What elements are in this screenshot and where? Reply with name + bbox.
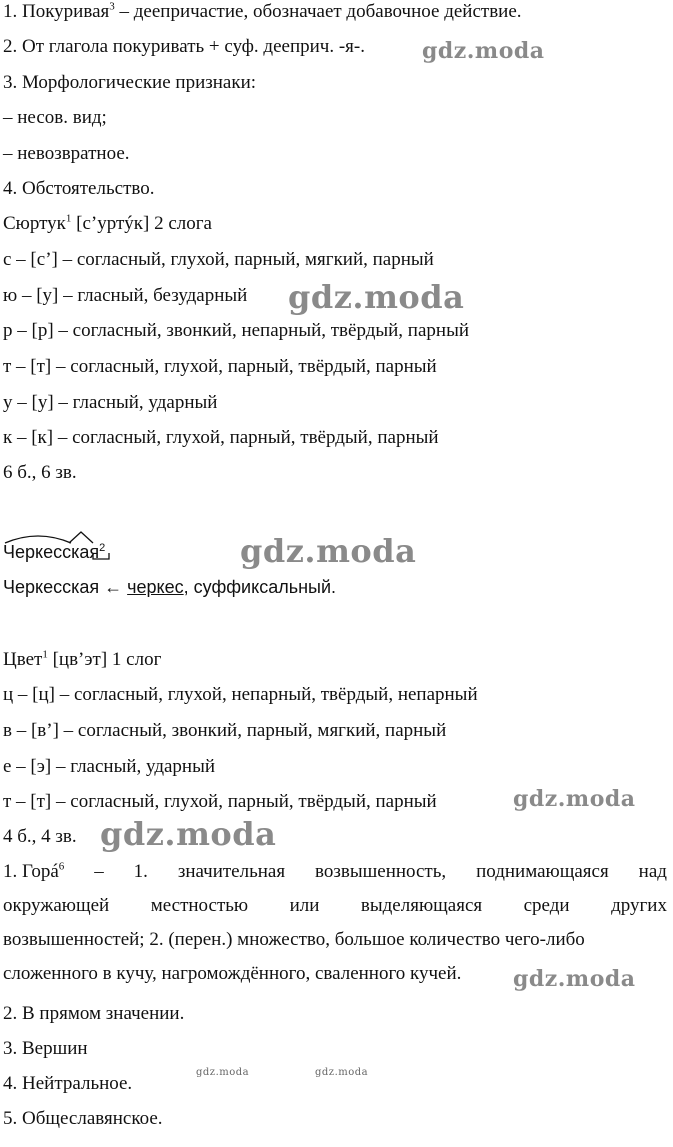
phonetic-row: у – [у] – гласный, ударный [3,392,218,413]
phonetic-row: к – [к] – согласный, глухой, парный, твёрдый, парный [3,427,439,448]
word: Цвет [3,649,43,670]
word: значительная [177,861,286,882]
watermark: gdz.moda [422,38,545,64]
word: или [289,895,320,916]
phonetic-row: т – [т] – согласный, глухой, парный, твёрдый, парный [3,791,437,812]
watermark: gdz.moda [288,278,465,316]
answer-line-1 [3,1,522,23]
word: над [638,861,667,882]
text: – деепричастие, обозначает добавочное действие. [114,1,522,22]
phonetic-summary: 6 б., 6 зв. [3,462,77,483]
watermark: gdz.moda [240,532,417,570]
phonetic-row: с – [с’] – согласный, глухой, парный, мягкий, парный [3,249,434,270]
transcription: [цв’эт] 1 слог [47,649,162,670]
root-arc [5,536,71,543]
phonetic-row: т – [т] – согласный, глухой, парный, твёрдый, парный [3,356,437,377]
justified-line [3,861,667,895]
watermark: gdz.moda [196,1067,250,1078]
answer-line: 3. Вершин [3,1038,88,1059]
superscript: 1 [42,648,48,661]
transcription: [с’уртýк] 2 слога [71,213,212,234]
word: местностью [150,895,249,916]
paragraph-line: сложенного в кучу, нагромождённого, сваленного кучей. [3,963,462,984]
phonetic-row: р – [р] – согласный, звонкий, непарный, твёрдый, парный [3,320,470,341]
justified-line [3,895,667,929]
watermark: gdz.moda [100,815,277,853]
answer-line: 2. В прямом значении. [3,1003,185,1024]
superscript: 1 [65,212,72,225]
derivation-line [3,576,336,598]
phonetic-summary: 4 б., 4 зв. [3,826,77,847]
superscript: 2 [99,542,106,554]
text: Черкесская ← [3,577,128,597]
paragraph-line: возвышенностей; 2. (перен.) множество, большое количество чего-либо [3,929,585,950]
answer-line: 5. Общеславянское. [3,1108,163,1129]
answer-line-5: – невозвратное. [3,143,130,164]
phonetic-row: в – [в’] – согласный, звонкий, парный, мягкий, парный [3,720,447,741]
word: поднимающаяся [476,861,609,882]
word: Черкесская [3,542,100,562]
morpheme-marks [3,527,113,561]
superscript: 3 [109,0,115,13]
word: окружающей [3,895,110,916]
answer-line-4: – несов. вид; [3,107,107,128]
answer-line: 4. Нейтральное. [3,1073,133,1094]
word: 1. [133,861,148,882]
suffix-mark [69,532,93,543]
text: , суффиксальный. [183,577,337,597]
watermark: gdz.moda [513,786,636,812]
phonetic-row: ю – [у] – гласный, безударный [3,285,248,306]
answer-line-3: 3. Морфологические признаки: [3,72,257,93]
phonetic-row: е – [э] – гласный, ударный [3,756,216,777]
word: Сюртук [3,213,66,234]
answer-line-6: 4. Обстоятельство. [3,178,155,199]
ending-box [93,553,109,559]
word: других [611,895,667,916]
word-heading-tsvet [3,649,161,671]
answer-line-2: 2. От глагола покуривать + суф. дееприч. -я-. [3,36,365,57]
watermark: gdz.moda [315,1067,369,1078]
watermark: gdz.moda [513,966,636,992]
word: возвышенность, [315,861,447,882]
base-word: черкес [127,577,184,597]
superscript: 6 [58,860,65,873]
phonetic-row: ц – [ц] – согласный, глухой, непарный, твёрдый, непарный [3,684,478,705]
word: – [94,861,104,882]
word: 1. Горá$^6$ [3,860,65,882]
word: выделяющаяся [360,895,483,916]
word: среди [523,895,570,916]
text: 1. Покуривая [3,1,110,22]
word-heading-surtuk [3,213,212,235]
